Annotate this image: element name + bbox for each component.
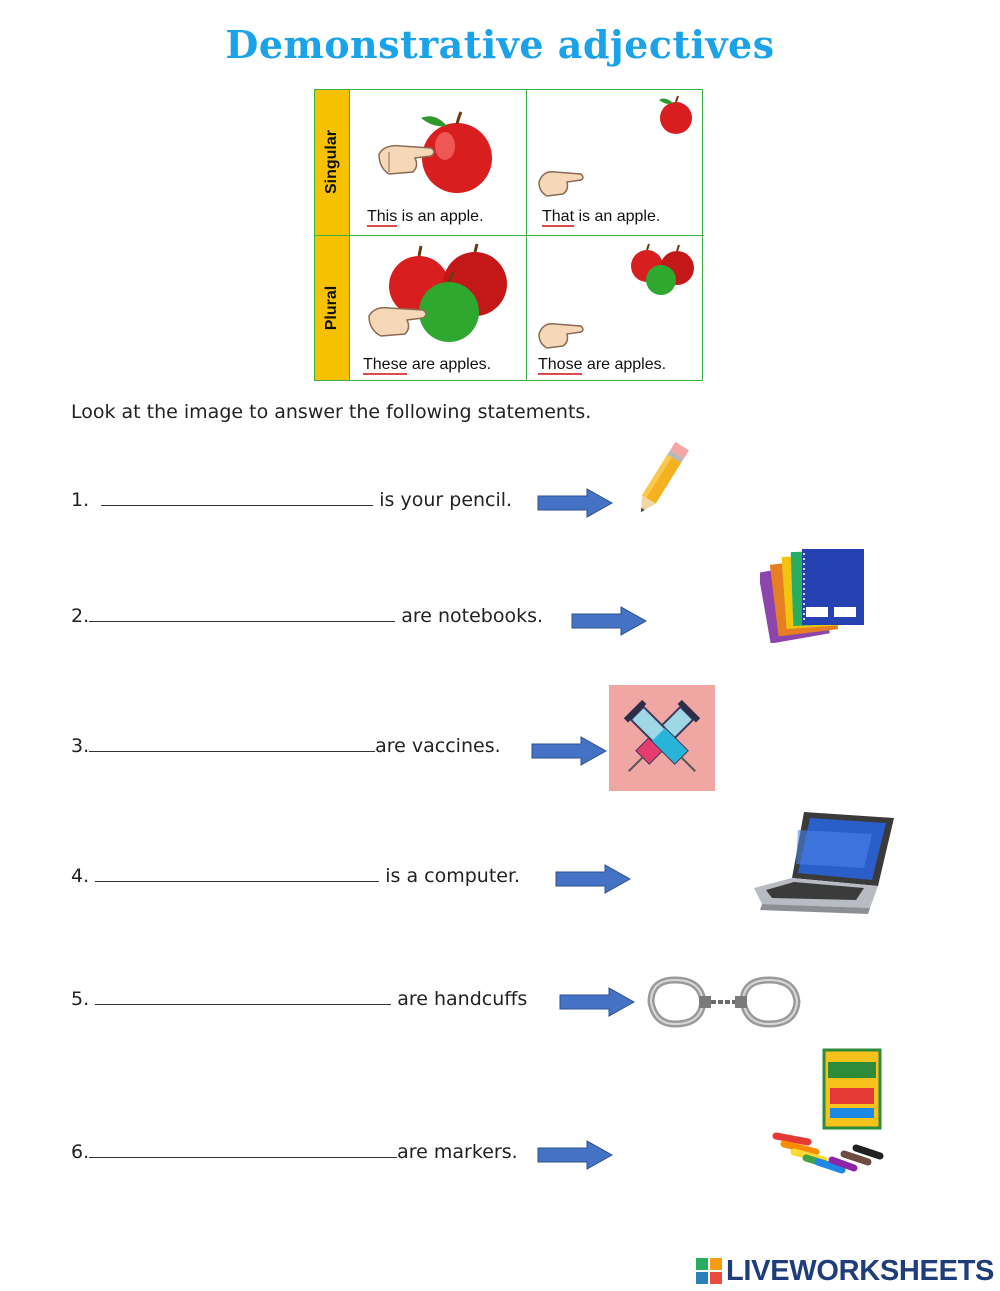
handcuffs-icon	[643, 972, 803, 1034]
arrow-right-icon	[531, 736, 607, 766]
pencil-icon	[630, 438, 692, 522]
arrow-right-icon	[571, 606, 647, 636]
chart-sidebar	[315, 90, 350, 380]
hand-pointing-far-icon	[537, 162, 585, 200]
hand-pointing-apple-near-icon	[375, 108, 500, 200]
liveworksheets-logo-icon	[696, 1258, 722, 1284]
notebooks-icon	[760, 545, 868, 643]
arrow-right-icon	[537, 1140, 613, 1170]
question-5	[71, 988, 527, 1010]
arrow-right-icon	[559, 987, 635, 1017]
question-text: are handcuffs	[397, 988, 528, 1010]
question-text: is a computer.	[385, 865, 521, 887]
question-4	[71, 865, 520, 887]
brand-name: LIVEWORKSHEETS	[726, 1254, 995, 1287]
caption-those: Those are apples.	[538, 356, 667, 373]
apples-far-icon	[625, 242, 697, 300]
apple-far-icon	[657, 94, 695, 136]
question-text: are vaccines.	[375, 735, 501, 757]
arrow-right-icon	[555, 864, 631, 894]
question-text: are notebooks.	[401, 605, 544, 627]
liveworksheets-logo	[696, 1254, 994, 1288]
question-text: is your pencil.	[379, 489, 513, 511]
demonstrative-chart	[314, 89, 703, 381]
answer-blank-3[interactable]	[89, 737, 375, 752]
question-number: 5.	[71, 988, 90, 1010]
question-number: 2.	[71, 605, 90, 627]
markers-icon	[772, 1048, 890, 1174]
question-number: 4.	[71, 865, 90, 887]
syringes-icon	[609, 685, 715, 791]
row-label-singular: Singular	[323, 129, 340, 195]
caption-this: This is an apple.	[367, 208, 484, 225]
hand-pointing-apples-near-icon	[367, 242, 515, 346]
answer-blank-5[interactable]	[95, 990, 391, 1005]
answer-blank-1[interactable]	[101, 491, 373, 506]
question-number: 6.	[71, 1141, 90, 1163]
question-2	[71, 605, 543, 627]
row-label-plural: Plural	[323, 285, 340, 331]
question-3	[71, 735, 501, 757]
question-1	[71, 489, 512, 511]
caption-that: That is an apple.	[542, 208, 661, 225]
answer-blank-2[interactable]	[89, 607, 395, 622]
laptop-icon	[752, 808, 896, 920]
hand-pointing-far-plural-icon	[537, 314, 585, 352]
page-title: Demonstrative adjectives	[225, 22, 775, 67]
question-text: are markers.	[397, 1141, 518, 1163]
question-6	[71, 1141, 518, 1163]
answer-blank-4[interactable]	[95, 867, 379, 882]
question-number: 1.	[71, 489, 90, 511]
instruction-text: Look at the image to answer the following statements.	[71, 401, 592, 423]
answer-blank-6[interactable]	[89, 1143, 397, 1158]
arrow-right-icon	[537, 488, 613, 518]
question-number: 3.	[71, 735, 90, 757]
caption-these: These are apples.	[363, 356, 492, 373]
